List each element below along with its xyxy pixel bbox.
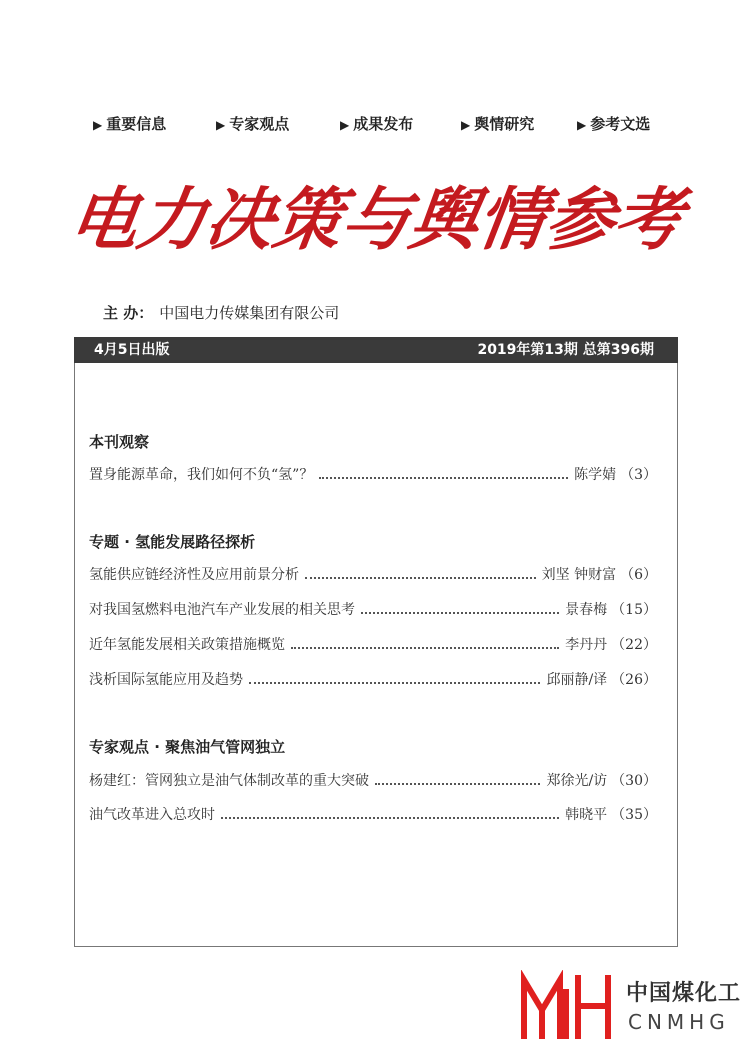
masthead-char: 电 [64, 180, 144, 260]
section-title: 本刊观察 [89, 433, 150, 451]
masthead-char: 与 [336, 180, 416, 260]
dot-leader [319, 477, 568, 479]
cnmhg-logo-mark-icon [520, 970, 620, 1040]
dot-leader [305, 577, 536, 579]
masthead-char: 力 [132, 180, 212, 260]
entry-page: （6） [620, 567, 657, 583]
entry-page: （15） [611, 602, 657, 618]
issue-bar [74, 337, 678, 363]
category-nav [0, 112, 750, 136]
section-title: 专家观点 · 聚焦油气管网独立 [89, 738, 286, 756]
nav-item-results: ▶ 成果发布 [340, 115, 414, 133]
entry-title: 油气改革进入总攻时 [89, 807, 215, 823]
toc-entry[interactable] [89, 803, 657, 825]
publisher-name: 中国电力传媒集团有限公司 [159, 304, 340, 322]
triangle-icon: ▶ [216, 118, 226, 132]
section-title: 专题 · 氢能发展路径探析 [89, 533, 256, 551]
entry-page: （3） [620, 467, 657, 483]
triangle-icon: ▶ [340, 118, 350, 132]
masthead-char: 舆 [404, 180, 484, 260]
entry-author: 邱丽静/译 [546, 672, 608, 688]
masthead-char: 参 [540, 180, 620, 260]
dot-leader [375, 783, 540, 785]
entry-author: 李丹丹 [565, 637, 608, 653]
toc-entry[interactable] [89, 563, 657, 585]
toc-entry[interactable] [89, 668, 657, 690]
nav-item-opinion-research: ▶ 舆情研究 [461, 115, 535, 133]
toc-entry[interactable] [89, 633, 657, 655]
nav-item-important-info: ▶ 重要信息 [93, 115, 167, 133]
entry-page: （30） [611, 773, 657, 789]
masthead-char: 考 [608, 180, 688, 260]
publisher-line [103, 302, 339, 323]
dot-leader [291, 647, 559, 649]
publisher-label: 主 办： [103, 304, 154, 322]
cnmhg-logo [520, 970, 750, 1040]
entry-title: 杨建红：管网独立是油气体制改革的重大突破 [89, 773, 369, 789]
toc-entry[interactable] [89, 598, 657, 620]
entry-author: 韩晓平 [565, 807, 608, 823]
issue-number: 2019年第13期 总第396期 [477, 342, 654, 358]
triangle-icon: ▶ [577, 118, 587, 132]
toc-entry[interactable] [89, 769, 657, 791]
logo-english-text: CNMHG [628, 1010, 730, 1034]
triangle-icon: ▶ [93, 118, 103, 132]
masthead-char: 决 [200, 180, 280, 260]
entry-title: 近年氢能发展相关政策措施概览 [89, 637, 285, 653]
entry-author: 刘坚 钟财富 [541, 567, 617, 583]
issue-date: 4月5日出版 [94, 342, 170, 358]
logo-chinese-text: 中国煤化工 [626, 981, 742, 1006]
entry-author: 景春梅 [565, 602, 608, 618]
entry-page: （26） [611, 672, 657, 688]
entry-page: （35） [611, 807, 657, 823]
masthead-title [64, 170, 690, 280]
nav-item-reference: ▶ 参考文选 [577, 115, 651, 133]
entry-title: 置身能源革命，我们如何不负“氢”？ [89, 467, 314, 483]
entry-author: 陈学婧 [574, 467, 617, 483]
entry-page: （22） [611, 637, 657, 653]
toc-entry[interactable] [89, 463, 657, 485]
entry-author: 郑徐光/访 [546, 773, 608, 789]
dot-leader [249, 682, 540, 684]
table-of-contents [74, 363, 678, 947]
entry-title: 对我国氢燃料电池汽车产业发展的相关思考 [89, 602, 355, 618]
entry-title: 氢能供应链经济性及应用前景分析 [89, 567, 299, 583]
masthead-char: 情 [472, 180, 552, 260]
dot-leader [221, 817, 559, 819]
masthead-char: 策 [268, 180, 348, 260]
dot-leader [361, 612, 559, 614]
entry-title: 浅析国际氢能应用及趋势 [89, 672, 243, 688]
triangle-icon: ▶ [461, 118, 471, 132]
nav-item-expert-views: ▶ 专家观点 [216, 115, 290, 133]
